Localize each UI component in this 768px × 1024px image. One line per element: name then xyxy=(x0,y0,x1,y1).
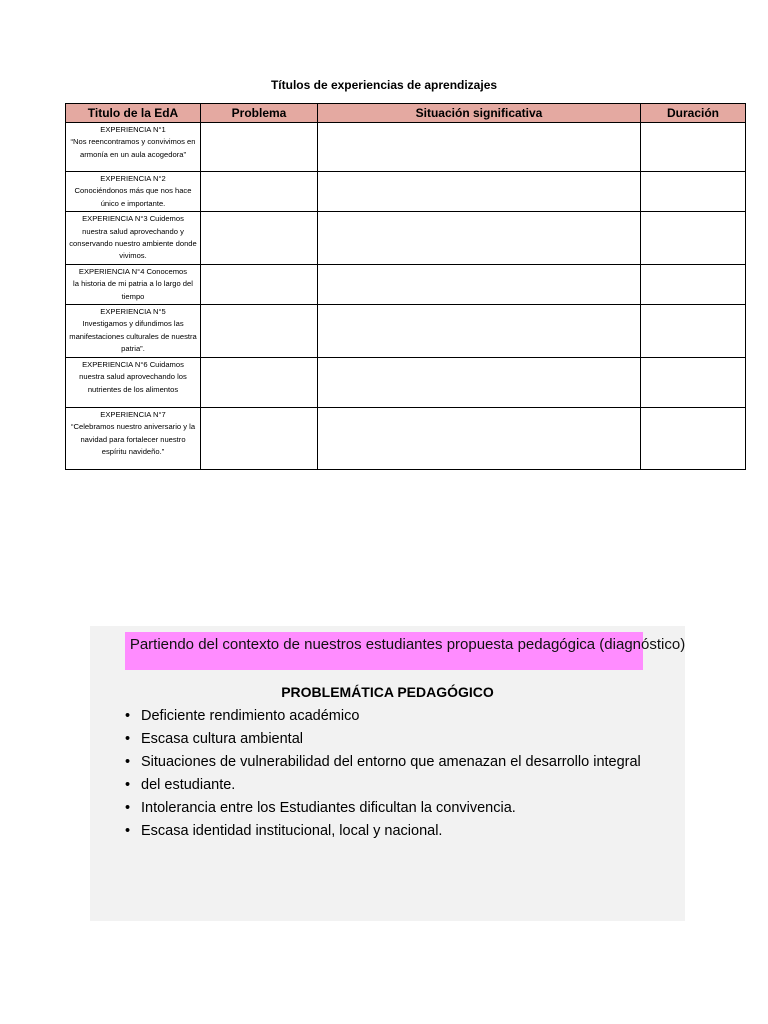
duracion-cell xyxy=(641,172,746,212)
diagnostico-subtitle: PROBLEMÁTICA PEDAGÓGICO xyxy=(281,684,494,700)
experience-text: “Nos reencontramos y convivimos en armonía en un aula acogedora” xyxy=(70,137,196,159)
bullet-icon: • xyxy=(125,754,131,770)
experience-label: EXPERIENCIA N°2 xyxy=(100,174,166,183)
diagnostico-header: Partiendo del contexto de nuestros estudiantes propuesta pedagógica (diagnóstico) xyxy=(129,636,686,653)
problema-cell xyxy=(201,172,318,212)
list-item xyxy=(125,822,665,841)
title-cell xyxy=(66,212,201,265)
situacion-cell xyxy=(318,407,641,469)
situacion-cell xyxy=(318,357,641,407)
duracion-cell xyxy=(641,123,746,172)
title-cell xyxy=(66,264,201,304)
table-header-row xyxy=(66,104,746,123)
bullet-icon: • xyxy=(125,708,131,724)
document-title: Títulos de experiencias de aprendizajes xyxy=(270,78,498,92)
experience-label: EXPERIENCIA N°1 xyxy=(100,125,166,134)
bullet-icon: • xyxy=(125,823,131,839)
duracion-cell xyxy=(641,407,746,469)
list-item-text: Intolerancia entre los Estudiantes dificultan la convivencia. xyxy=(141,800,516,816)
list-item-text: Situaciones de vulnerabilidad del entorno que amenazan el desarrollo integral xyxy=(141,754,641,770)
experience-label: EXPERIENCIA N°6 Cuidamos xyxy=(82,359,184,369)
situacion-cell xyxy=(318,123,641,172)
experience-text: “Celebramos nuestro aniversario y la navidad para fortalecer nuestro espíritu navideño.” xyxy=(70,422,196,456)
list-item xyxy=(125,707,665,726)
title-cell xyxy=(66,305,201,358)
duracion-cell xyxy=(641,305,746,358)
list-item-text: Deficiente rendimiento académico xyxy=(141,708,360,724)
list-item-text: Escasa identidad institucional, local y nacional. xyxy=(141,823,443,839)
problema-cell xyxy=(201,123,318,172)
problema-cell xyxy=(201,264,318,304)
title-cell xyxy=(66,357,201,407)
experience-text: la historia de mi patria a lo largo del tiempo xyxy=(73,279,193,301)
list-item-text: Escasa cultura ambiental xyxy=(141,731,303,747)
header-situacion: Situación significativa xyxy=(318,104,641,123)
duracion-cell xyxy=(641,212,746,265)
title-cell xyxy=(66,407,201,469)
table-row xyxy=(66,407,746,469)
situacion-cell xyxy=(318,172,641,212)
experience-label: EXPERIENCIA N°7 xyxy=(100,409,166,419)
header-problema: Problema xyxy=(201,104,318,123)
situacion-cell xyxy=(318,212,641,265)
list-item xyxy=(125,753,665,772)
experience-label: EXPERIENCIA N°3 Cuidemos xyxy=(82,214,184,224)
experience-text: nuestra salud aprovechando los nutrientes de los alimentos xyxy=(79,372,187,394)
header-duracion: Duración xyxy=(641,104,746,123)
situacion-cell xyxy=(318,305,641,358)
problems-list xyxy=(125,707,665,845)
duracion-cell xyxy=(641,357,746,407)
problema-cell xyxy=(201,407,318,469)
title-cell xyxy=(66,172,201,212)
problema-cell xyxy=(201,357,318,407)
table-row xyxy=(66,123,746,172)
problema-cell xyxy=(201,305,318,358)
title-cell xyxy=(66,123,201,172)
list-item xyxy=(125,799,665,818)
experience-text: Conociéndonos más que nos hace único e importante. xyxy=(74,186,192,208)
duracion-cell xyxy=(641,264,746,304)
table-row xyxy=(66,305,746,358)
list-item xyxy=(125,730,665,749)
experience-label: EXPERIENCIA N°4 Conocemos xyxy=(78,266,188,276)
table-row xyxy=(66,212,746,265)
table-row xyxy=(66,172,746,212)
experience-text: Investigamos y difundimos las manifestaciones culturales de nuestra patria”. xyxy=(69,319,197,354)
bullet-icon: • xyxy=(125,777,131,793)
list-item xyxy=(125,776,665,795)
bullet-icon: • xyxy=(125,731,131,747)
problema-cell xyxy=(201,212,318,265)
experience-label: EXPERIENCIA N°5 xyxy=(100,307,166,317)
table-row xyxy=(66,357,746,407)
experiences-table xyxy=(65,103,746,470)
experience-text: nuestra salud aprovechando y conservando nuestro ambiente donde vivimos. xyxy=(69,226,197,261)
header-titulo: Titulo de la EdA xyxy=(66,104,201,123)
table-row xyxy=(66,264,746,304)
bullet-icon: • xyxy=(125,800,131,816)
list-item-text: del estudiante. xyxy=(141,777,236,793)
situacion-cell xyxy=(318,264,641,304)
